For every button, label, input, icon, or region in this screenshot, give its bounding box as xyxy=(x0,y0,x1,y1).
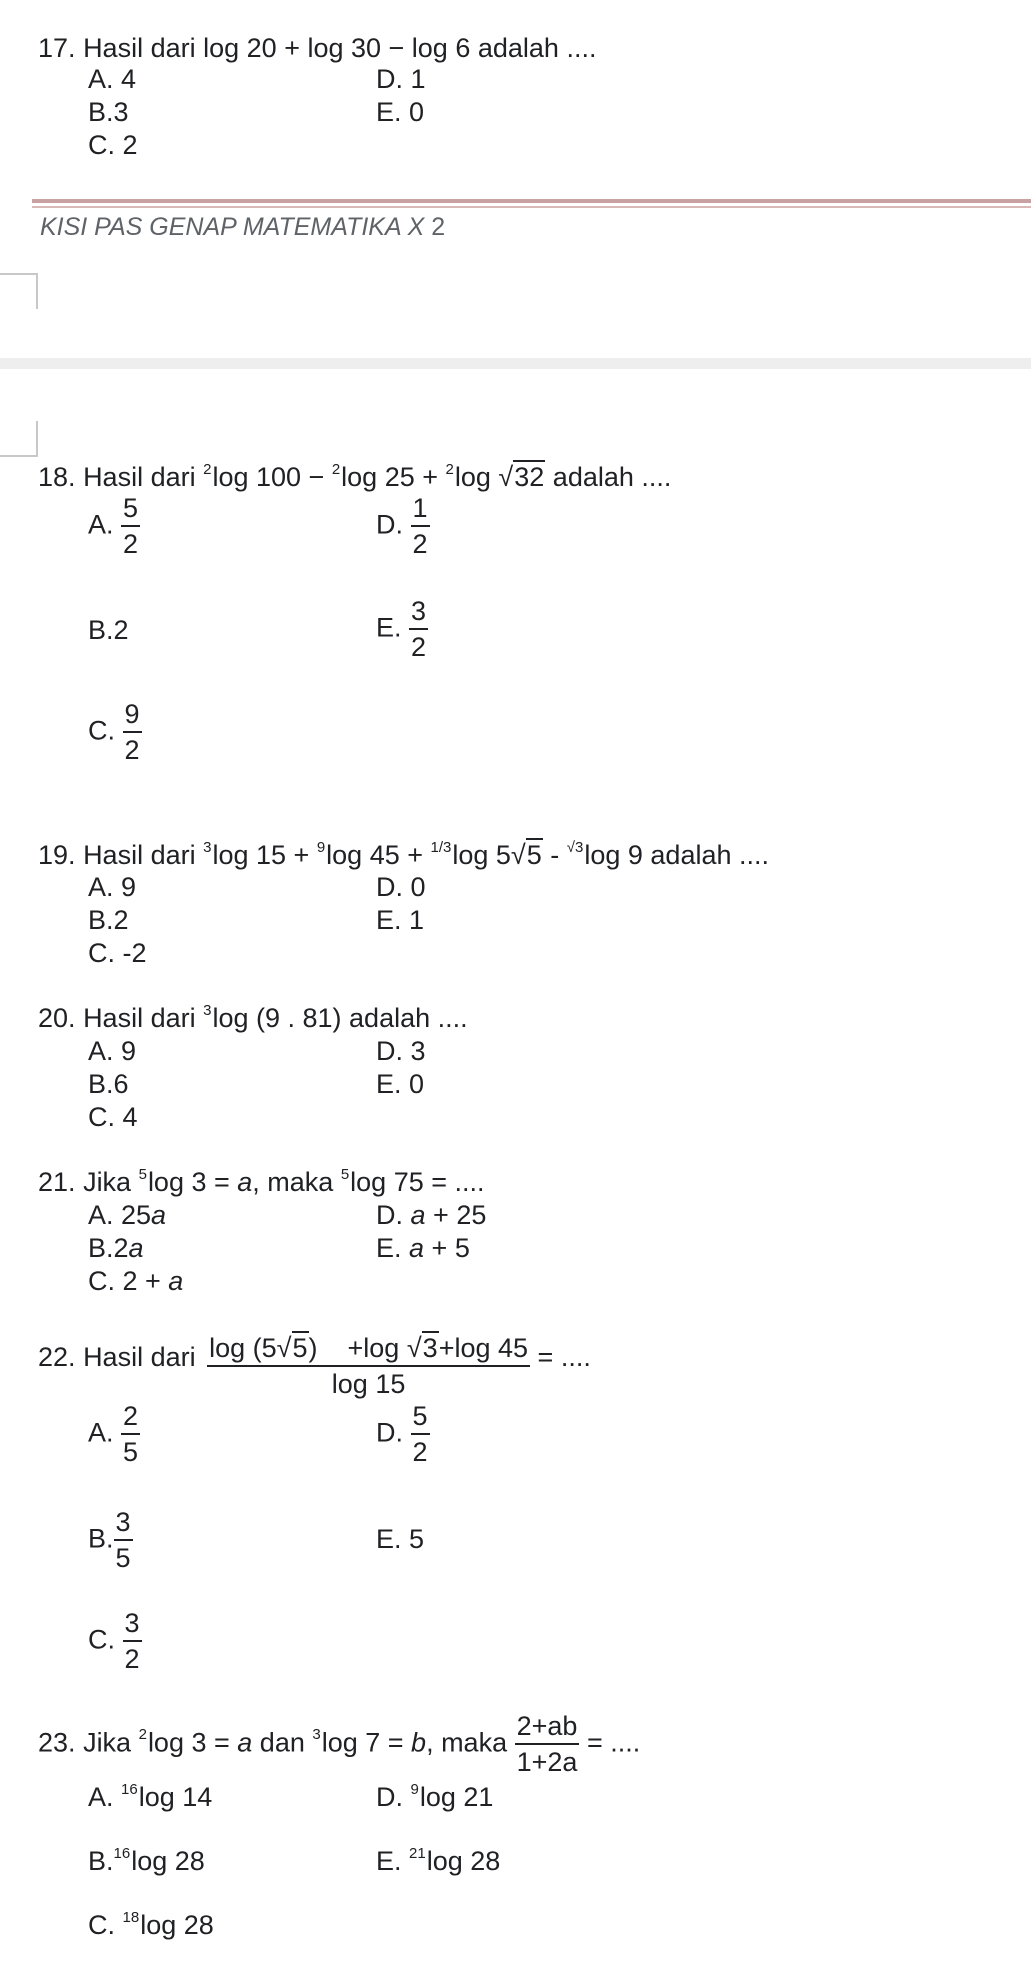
q22-d-label: D. xyxy=(376,1417,403,1448)
q21-var-a: a xyxy=(237,1167,253,1197)
q22-option-e: E. 5 xyxy=(376,1524,425,1554)
q18-c-fraction xyxy=(123,700,142,765)
q20-option-a: A. 9 xyxy=(88,1036,137,1066)
q21-e-text: + 5 xyxy=(424,1233,470,1263)
q23-stem xyxy=(38,1712,640,1777)
q18-option-e xyxy=(376,597,428,662)
q18-c-denominator: 2 xyxy=(124,735,140,766)
q23-b-label: B. xyxy=(88,1846,114,1876)
q19-prefix: Hasil dari xyxy=(83,840,196,870)
q23-var-a: a xyxy=(237,1727,253,1758)
q20-option-e: E. 0 xyxy=(376,1069,425,1099)
q18-d-label: D. xyxy=(376,509,403,540)
q18-prefix: Hasil dari xyxy=(83,462,196,492)
q23-var-b: b xyxy=(411,1727,427,1758)
q18-e-numerator: 3 xyxy=(409,597,428,630)
q21-e-var: a xyxy=(409,1233,425,1263)
q18-a-fraction xyxy=(121,494,140,559)
header-rule-secondary xyxy=(32,206,1031,208)
q22-num-part-b: ) +log xyxy=(308,1333,407,1363)
q21-d-text: + 25 xyxy=(425,1200,487,1230)
header-rule xyxy=(32,199,1031,203)
q23-option-d xyxy=(376,1781,494,1812)
q22-b-label: B. xyxy=(88,1523,114,1554)
q22-a-label: A. xyxy=(88,1417,114,1448)
q21-stem xyxy=(38,1166,485,1197)
q17-option-c: C. 2 xyxy=(88,130,138,160)
q18-e-label: E. xyxy=(376,612,402,643)
q22-number: 22. xyxy=(38,1342,76,1372)
q22-denominator: log 15 xyxy=(331,1369,406,1400)
header-page-number: 2 xyxy=(431,213,446,241)
q21-option-e xyxy=(376,1235,470,1262)
q17-suffix: adalah .... xyxy=(477,33,597,63)
q18-a-numerator: 5 xyxy=(121,494,140,527)
q19-term-3: log 5 xyxy=(452,840,511,870)
q18-d-numerator: 1 xyxy=(411,494,430,527)
q23-b-base: 16 xyxy=(113,1845,131,1862)
q18-option-d xyxy=(376,494,430,559)
q19-base-2: 9 xyxy=(316,839,326,856)
sqrt-icon: √ xyxy=(406,1333,422,1363)
q22-num-part-a: log (5 xyxy=(209,1333,277,1363)
q23-d-text: log 21 xyxy=(419,1782,494,1812)
q22-prefix: Hasil dari xyxy=(83,1342,196,1372)
q23-fraction xyxy=(515,1712,580,1777)
q18-base-1: 2 xyxy=(203,461,212,478)
q22-c-denominator: 2 xyxy=(124,1644,140,1675)
q22-b-denominator: 5 xyxy=(115,1543,131,1574)
q22-option-a xyxy=(88,1402,140,1467)
q23-option-c xyxy=(88,1909,214,1940)
q22-b-numerator: 3 xyxy=(114,1508,133,1541)
q18-suffix: adalah .... xyxy=(552,462,672,492)
q19-option-e: E. 1 xyxy=(376,905,425,935)
q20-number: 20. xyxy=(38,1003,76,1033)
q21-base-1: 5 xyxy=(138,1166,147,1183)
q17-stem xyxy=(38,35,596,62)
q21-a-var: a xyxy=(151,1200,167,1230)
q23-e-base: 21 xyxy=(409,1845,426,1862)
q22-sqrt-a xyxy=(277,1334,309,1362)
q21-e-label: E. xyxy=(376,1233,410,1263)
q18-term-2: log 25 + xyxy=(341,462,446,492)
q23-term-2: dan xyxy=(252,1727,313,1758)
q17-option-a: A. 4 xyxy=(88,64,137,94)
sqrt-icon: √ xyxy=(510,840,526,870)
page-break-band xyxy=(0,358,1031,369)
q23-b-text: log 28 xyxy=(131,1846,205,1876)
q18-e-denominator: 2 xyxy=(411,632,427,663)
q22-b-fraction xyxy=(114,1508,133,1573)
q22-num-part-c: +log 45 xyxy=(438,1333,529,1363)
q23-suffix: = .... xyxy=(586,1727,641,1758)
q22-d-fraction xyxy=(411,1402,430,1467)
q21-base-2: 5 xyxy=(340,1166,350,1183)
q19-number: 19. xyxy=(38,840,76,870)
q22-stem xyxy=(38,1334,591,1399)
q23-a-base: 16 xyxy=(121,1781,138,1798)
q18-sqrt xyxy=(498,464,545,491)
q20-term-1: log (9 . 81) adalah .... xyxy=(212,1003,468,1033)
q23-prefix: Jika xyxy=(83,1727,132,1758)
q22-d-denominator: 2 xyxy=(412,1437,428,1468)
q18-a-denominator: 2 xyxy=(123,529,139,560)
q20-option-b: B.6 xyxy=(88,1069,129,1099)
q23-e-text: log 28 xyxy=(426,1846,501,1876)
q21-d-var: a xyxy=(410,1200,426,1230)
q22-a-numerator: 2 xyxy=(121,1402,140,1435)
q22-d-numerator: 5 xyxy=(411,1402,430,1435)
page-corner-mark-top xyxy=(0,273,38,309)
q18-d-fraction xyxy=(411,494,430,559)
q17-expression: log 20 + log 30 − log 6 xyxy=(203,33,471,63)
q23-c-base: 18 xyxy=(122,1909,140,1926)
q21-number: 21. xyxy=(38,1167,76,1197)
q21-option-c xyxy=(88,1268,183,1295)
q21-term-1: log 3 = xyxy=(147,1167,238,1197)
q19-option-b: B.2 xyxy=(88,905,129,935)
q21-term-2: , maka xyxy=(252,1167,341,1197)
q23-option-e xyxy=(376,1845,501,1876)
q21-option-b xyxy=(88,1235,144,1262)
page-header xyxy=(40,215,445,240)
q22-c-numerator: 3 xyxy=(123,1609,142,1642)
q17-number: 17. xyxy=(38,33,76,63)
q17-prefix: Hasil dari xyxy=(83,33,196,63)
q18-option-b: B.2 xyxy=(88,615,129,645)
q18-d-denominator: 2 xyxy=(412,529,428,560)
q21-a-text: A. 25 xyxy=(88,1200,152,1230)
q18-option-c xyxy=(88,700,142,765)
q17-option-e: E. 0 xyxy=(376,97,425,127)
q18-term-3: log xyxy=(454,462,499,492)
q21-prefix: Jika xyxy=(83,1167,132,1197)
q21-option-a xyxy=(88,1202,166,1229)
q23-term-1: log 3 = xyxy=(147,1727,238,1758)
q22-fraction xyxy=(207,1334,530,1399)
q18-c-numerator: 9 xyxy=(123,700,142,733)
q22-sqrt-b xyxy=(407,1334,439,1362)
q23-a-label: A. xyxy=(88,1782,122,1812)
q18-c-label: C. xyxy=(88,715,115,746)
q21-b-var: a xyxy=(128,1233,144,1263)
q20-prefix: Hasil dari xyxy=(83,1003,196,1033)
q18-e-fraction xyxy=(409,597,428,662)
q23-option-b xyxy=(88,1845,205,1876)
q19-base-4: √3 xyxy=(566,839,584,856)
q22-c-fraction xyxy=(123,1609,142,1674)
q23-e-label: E. xyxy=(376,1846,410,1876)
q19-option-c: C. -2 xyxy=(88,938,147,968)
q21-option-d xyxy=(376,1202,486,1229)
q18-number: 18. xyxy=(38,462,76,492)
q23-base-2: 3 xyxy=(312,1726,321,1744)
q23-fraction-denominator: 1+2a xyxy=(516,1747,578,1778)
q23-option-a xyxy=(88,1781,213,1812)
sqrt-icon: √ xyxy=(276,1333,292,1363)
sqrt-icon: √ xyxy=(498,462,514,492)
q22-sqrt-a-value: 5 xyxy=(292,1333,308,1363)
q22-option-d xyxy=(376,1402,430,1467)
q18-option-a xyxy=(88,494,140,559)
q19-term-1: log 15 + xyxy=(212,840,317,870)
q23-base-1: 2 xyxy=(138,1726,147,1744)
q19-option-a: A. 9 xyxy=(88,872,137,902)
q23-d-label: D. xyxy=(376,1782,411,1812)
q22-a-fraction xyxy=(121,1402,140,1467)
q19-base-3: 1/3 xyxy=(430,839,452,856)
q22-option-c xyxy=(88,1609,142,1674)
q23-fraction-numerator: 2+ab xyxy=(515,1712,580,1745)
q17-option-d: D. 1 xyxy=(376,64,426,94)
q19-stem xyxy=(38,839,769,870)
q21-c-text: C. 2 + xyxy=(88,1266,169,1296)
q18-a-label: A. xyxy=(88,509,114,540)
q22-c-label: C. xyxy=(88,1624,115,1655)
q21-d-label: D. xyxy=(376,1200,411,1230)
q22-a-denominator: 5 xyxy=(123,1437,139,1468)
q19-option-d: D. 0 xyxy=(376,872,426,902)
q20-base-1: 3 xyxy=(203,1002,212,1019)
q23-a-text: log 14 xyxy=(138,1782,213,1812)
q20-option-c: C. 4 xyxy=(88,1102,138,1132)
q19-term-2: log 45 + xyxy=(326,840,431,870)
q19-sqrt-value: 5 xyxy=(526,840,542,870)
q18-stem xyxy=(38,461,672,492)
q21-b-text: B.2 xyxy=(88,1233,129,1263)
q22-suffix: = .... xyxy=(537,1342,591,1372)
q20-stem xyxy=(38,1002,468,1033)
q23-term-4: , maka xyxy=(426,1727,508,1758)
page-corner-mark-bottom xyxy=(0,421,38,457)
q23-c-label: C. xyxy=(88,1910,123,1940)
q18-term-1: log 100 − xyxy=(212,462,332,492)
q22-sqrt-b-value: 3 xyxy=(422,1333,438,1363)
q20-option-d: D. 3 xyxy=(376,1036,426,1066)
q21-term-3: log 75 = .... xyxy=(350,1167,485,1197)
q19-term-5: log 9 adalah .... xyxy=(584,840,769,870)
q22-numerator xyxy=(207,1334,530,1367)
q18-base-3: 2 xyxy=(445,461,454,478)
q22-option-b xyxy=(88,1508,133,1573)
q19-base-1: 3 xyxy=(203,839,212,856)
q21-c-var: a xyxy=(168,1266,184,1296)
q19-term-4: - xyxy=(542,840,567,870)
q23-number: 23. xyxy=(38,1727,76,1758)
q23-c-text: log 28 xyxy=(140,1910,214,1940)
q17-option-b: B.3 xyxy=(88,97,129,127)
header-title: KISI PAS GENAP MATEMATIKA X xyxy=(40,213,425,241)
q19-sqrt xyxy=(511,842,543,869)
q18-sqrt-value: 32 xyxy=(514,462,545,492)
q18-base-2: 2 xyxy=(331,461,341,478)
q23-term-3: log 7 = xyxy=(321,1727,412,1758)
q23-d-base: 9 xyxy=(410,1781,419,1798)
